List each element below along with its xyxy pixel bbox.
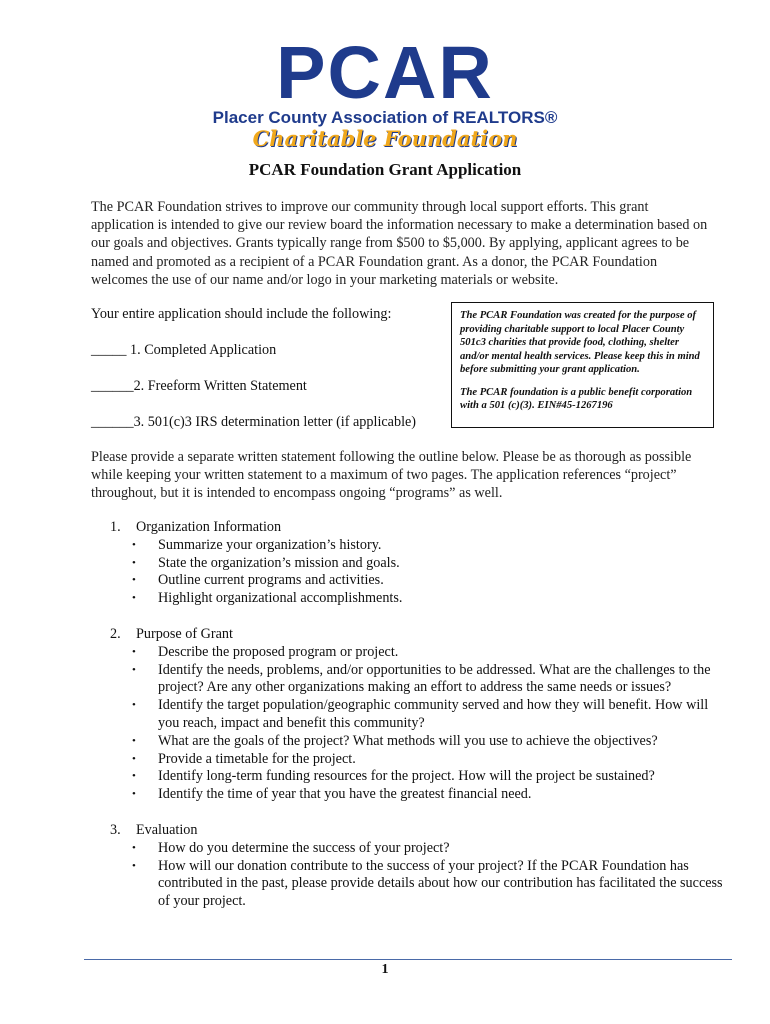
bullet-icon: •: [132, 752, 136, 765]
bullet-icon: •: [132, 574, 136, 587]
list-item: • Identify the needs, problems, and/or opportunities to be addressed. What are the challenges to the project? Are any other organizations making an effort to address the same needs or issues?: [132, 661, 711, 696]
section-title: Evaluation: [136, 821, 198, 838]
section-title: Purpose of Grant: [136, 625, 233, 642]
section-evaluation: [110, 822, 730, 911]
bullet-icon: •: [132, 788, 136, 801]
checklist-item-irs-letter: ______3. 501(c)3 IRS determination letter (if applicable): [91, 414, 417, 430]
bullet-icon: •: [132, 699, 136, 712]
statement-instructions: Please provide a separate written statement following the outline below. Please be as thorough as possible while keeping your written statement to a maximum of two pages. The application references “project” throughout, but it is intended to encompass ongoing “programs” as well.: [91, 449, 692, 502]
pcar-foundation-logo: [0, 31, 770, 151]
info-box-purpose: The PCAR Foundation was created for the purpose of providing charitable support to local Placer County 501c3 charities that provide food, clothing, shelter and/or mental health services. Please keep this in mind before submitting your grant application.: [460, 310, 700, 375]
bullet-icon: •: [132, 734, 136, 747]
bullet-icon: •: [132, 556, 136, 569]
intro-paragraph: The PCAR Foundation strives to improve our community through local support efforts. This grant application is intended to give our review board the information necessary to make a determination based on our goals and objectives. Grants typically range from $500 to $5,000. By applying, applicant agrees to be named and promoted as a recipient of a PCAR Foundation grant. As a donor, the PCAR Foundation welcomes the use of our name and/or logo in your marketing materials or website.: [91, 199, 708, 288]
section-number: 1.: [110, 519, 121, 535]
bullet-icon: •: [132, 663, 136, 676]
logo-association-name: Placer County Association of REALTORS®: [212, 108, 558, 127]
checklist-heading: Your entire application should include the following:: [91, 306, 392, 322]
page-number: 1: [381, 962, 389, 977]
section-purpose-of-grant: [110, 626, 730, 804]
bullet-icon: •: [132, 841, 136, 854]
page-title: PCAR Foundation Grant Application: [248, 160, 522, 179]
bullet-icon: •: [132, 645, 136, 658]
checklist: [91, 305, 441, 449]
section-number: 2.: [110, 625, 121, 642]
list-item: • Summarize your organization’s history.: [132, 536, 382, 553]
info-box-ein: The PCAR foundation is a public benefit corporation with a 501 (c)(3). EIN#45-1267196: [460, 386, 693, 411]
section-title: Organization Information: [136, 519, 282, 535]
logo-tagline: Charitable Foundation: [252, 126, 518, 151]
footer-divider: [84, 959, 732, 960]
section-organization-information: [110, 519, 730, 608]
list-item: • Describe the proposed program or project.: [132, 643, 399, 660]
list-item: • Identify the target population/geographic community served and how they will benefit. How will you reach, impact and benefit this community?: [132, 697, 709, 731]
list-item: • State the organization’s mission and goals.: [132, 554, 400, 571]
logo-wordmark: PCAR: [276, 31, 494, 114]
list-item: • How will our donation contribute to the success of your project? If the PCAR Foundation has contributed in the past, please provide details about how our contribution has facilitated the success of your project.: [132, 857, 723, 910]
list-item: • What are the goals of the project? What methods will you use to achieve the objectives?: [132, 732, 658, 749]
bullet-icon: •: [132, 770, 136, 783]
outline-sections: [110, 519, 730, 929]
list-item: • Identify the time of year that you have the greatest financial need.: [132, 786, 532, 803]
foundation-info-box: [451, 302, 714, 428]
bullet-icon: •: [132, 592, 136, 605]
bullet-icon: •: [132, 859, 136, 872]
checklist-item-statement: ______2. Freeform Written Statement: [91, 378, 307, 394]
list-item: • How do you determine the success of your project?: [132, 839, 450, 856]
section-number: 3.: [110, 821, 121, 838]
bullet-icon: •: [132, 538, 136, 551]
checklist-item-application: _____ 1. Completed Application: [91, 342, 277, 358]
list-item: • Identify long-term funding resources for the project. How will the project be sustained?: [132, 768, 655, 785]
list-item: • Provide a timetable for the project.: [132, 750, 356, 767]
list-item: • Highlight organizational accomplishments.: [132, 590, 403, 607]
list-item: • Outline current programs and activities.: [132, 572, 384, 589]
